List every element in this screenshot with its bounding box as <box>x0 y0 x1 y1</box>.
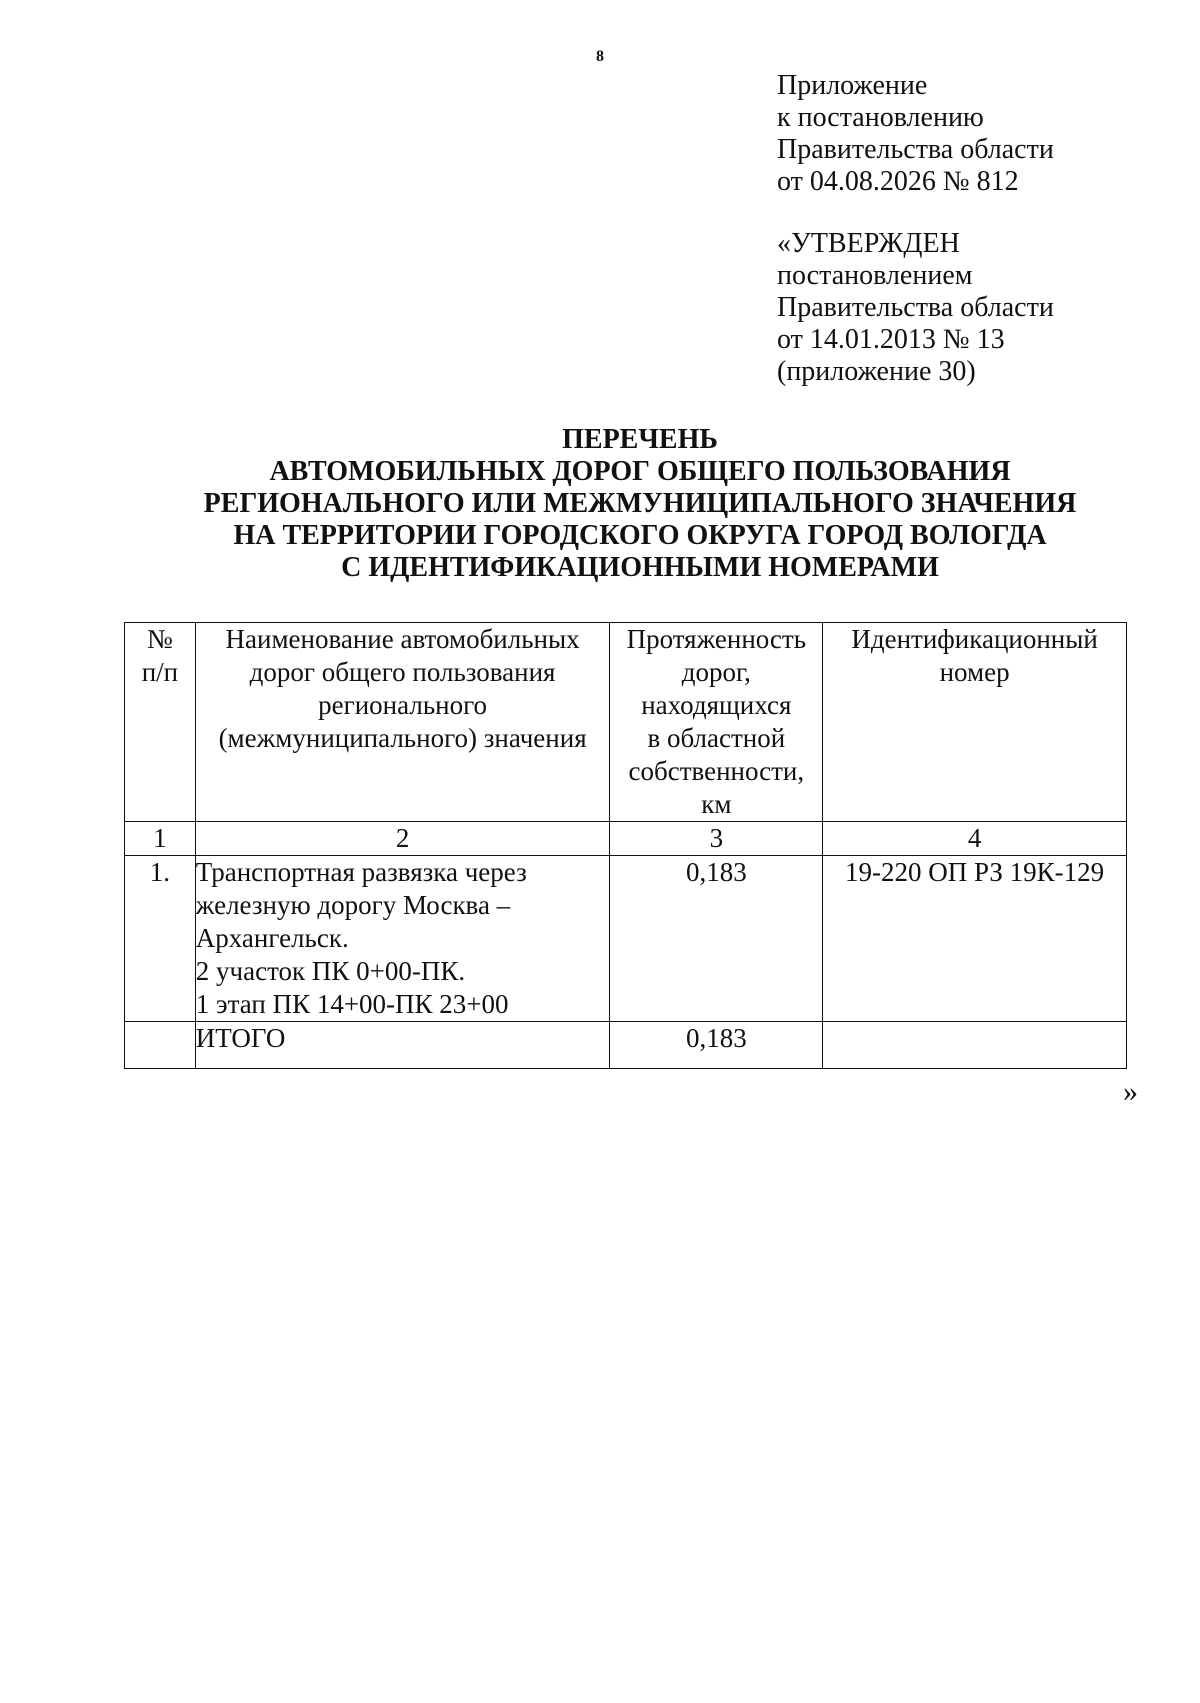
header-line: Протяженность <box>626 624 807 654</box>
title-line: ПЕРЕЧЕНЬ <box>562 424 718 455</box>
appendix-line: Правительства области <box>777 134 1054 165</box>
appendix-line: от 04.08.2026 № 812 <box>777 166 1019 197</box>
column-index-2: 2 <box>195 822 610 856</box>
appendix-line: к постановлению <box>777 102 984 133</box>
header-line: Идентификационный <box>851 624 1098 654</box>
approved-line: постановлением <box>777 260 973 291</box>
document-title <box>100 424 1180 584</box>
road-length: 0,183 <box>610 856 823 1022</box>
header-num <box>125 623 196 822</box>
total-num-cell <box>125 1022 196 1069</box>
road-name <box>195 856 610 1022</box>
table-row <box>125 856 1127 1022</box>
header-line: номер <box>939 657 1010 687</box>
approved-stamp-text <box>777 228 1054 388</box>
title-line: АВТОМОБИЛЬНЫХ ДОРОГ ОБЩЕГО ПОЛЬЗОВАНИЯ <box>269 456 1011 487</box>
header-line: п/п <box>141 657 179 687</box>
column-index-row <box>125 822 1127 856</box>
road-name-line: Транспортная развязка через <box>195 857 527 887</box>
approved-line: Правительства области <box>777 292 1054 323</box>
header-line: регионального <box>318 690 487 720</box>
approved-line: (приложение 30) <box>777 356 976 387</box>
appendix-line: Приложение <box>777 70 928 101</box>
title-line: С ИДЕНТИФИКАЦИОННЫМИ НОМЕРАМИ <box>341 552 939 583</box>
header-line: № <box>147 624 173 654</box>
closing-quote: » <box>1123 1075 1138 1108</box>
row-number: 1. <box>125 856 196 1022</box>
header-length <box>610 623 823 822</box>
total-id-cell <box>823 1022 1127 1069</box>
header-line: находящихся <box>641 690 792 720</box>
column-index-3: 3 <box>610 822 823 856</box>
approved-line: «УТВЕРЖДЕН <box>777 228 960 259</box>
table-header-row <box>125 623 1127 822</box>
header-line: дорог общего пользования <box>249 657 556 687</box>
page-number: 8 <box>596 48 604 65</box>
road-name-line: 2 участок ПК 0+00-ПК. <box>195 956 466 986</box>
column-index-1: 1 <box>125 822 196 856</box>
title-line: РЕГИОНАЛЬНОГО ИЛИ МЕЖМУНИЦИПАЛЬНОГО ЗНАЧЕНИЯ <box>203 488 1077 519</box>
road-name-line: Архангельск. <box>195 923 349 953</box>
title-line: НА ТЕРРИТОРИИ ГОРОДСКОГО ОКРУГА ГОРОД ВОЛОГДА <box>233 520 1047 551</box>
roads-table <box>124 622 1127 1069</box>
road-name-line: железную дорогу Москва – <box>195 890 511 920</box>
appendix-heading <box>777 70 1054 198</box>
header-line: Наименование автомобильных <box>225 624 580 654</box>
road-identification-number: 19-220 ОП РЗ 19К-129 <box>823 856 1127 1022</box>
header-line: км <box>701 789 732 819</box>
road-name-line: 1 этап ПК 14+00-ПК 23+00 <box>195 989 509 1019</box>
total-row <box>125 1022 1127 1069</box>
total-label: ИТОГО <box>195 1022 610 1069</box>
header-id <box>823 623 1127 822</box>
header-name <box>195 623 610 822</box>
header-line: собственности, <box>628 756 805 786</box>
column-index-4: 4 <box>823 822 1127 856</box>
header-line: (межмуниципального) значения <box>218 723 587 753</box>
approved-line: от 14.01.2013 № 13 <box>777 324 1005 355</box>
total-length: 0,183 <box>610 1022 823 1069</box>
header-line: в областной <box>647 723 786 753</box>
header-line: дорог, <box>681 657 751 687</box>
